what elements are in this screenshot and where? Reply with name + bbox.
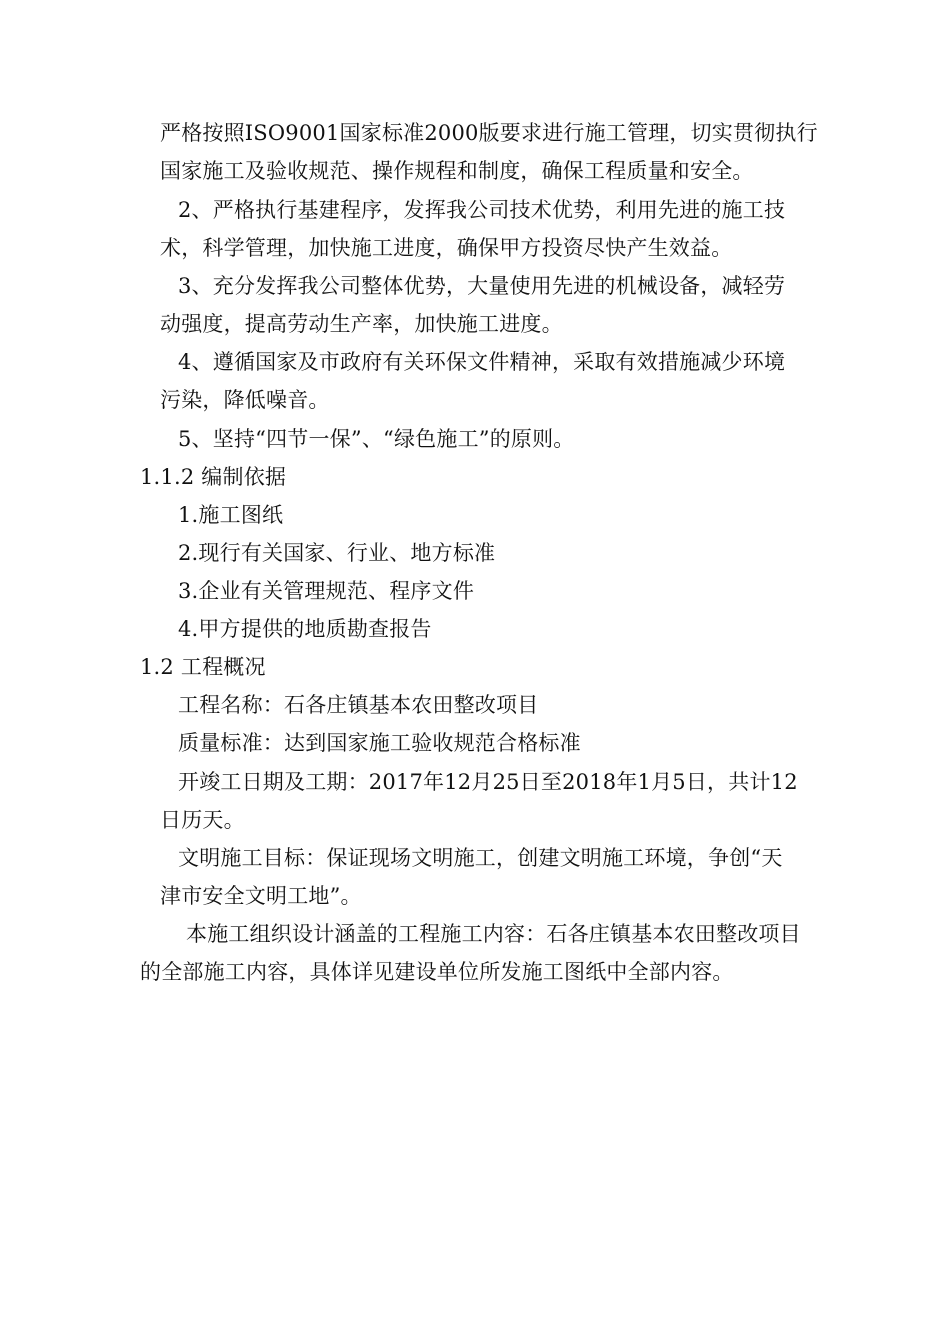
text-line: 国家施工及验收规范、操作规程和制度，确保工程质量和安全。 <box>160 159 754 183</box>
basis-item-4: 4.甲方提供的地质勘查报告 <box>178 617 432 641</box>
text-line: 严格按照ISO9001国家标准2000版要求进行施工管理，切实贯彻执行 <box>160 121 818 145</box>
basis-item-2: 2.现行有关国家、行业、地方标准 <box>178 541 496 565</box>
text-line: 污染，降低噪音。 <box>160 388 330 412</box>
project-name: 工程名称：石各庄镇基本农田整改项目 <box>178 693 539 717</box>
list-item-4: 4、遵循国家及市政府有关环保文件精神，采取有效措施减少环境 <box>178 350 786 374</box>
text-line: 津市安全文明工地”。 <box>160 884 362 908</box>
section-heading-1-2: 1.2 工程概况 <box>140 655 266 679</box>
text-line: 术，科学管理，加快施工进度，确保甲方投资尽快产生效益。 <box>160 236 733 260</box>
list-item-3: 3、充分发挥我公司整体优势，大量使用先进的机械设备，减轻劳 <box>178 274 786 298</box>
schedule-line: 开竣工日期及工期：2017年12月25日至2018年1月5日，共计12 <box>178 770 798 794</box>
basis-item-3: 3.企业有关管理规范、程序文件 <box>178 579 475 603</box>
text-line: 的全部施工内容，具体详见建设单位所发施工图纸中全部内容。 <box>140 960 734 984</box>
basis-item-1: 1.施工图纸 <box>178 503 284 527</box>
quality-standard: 质量标准：达到国家施工验收规范合格标准 <box>178 731 581 755</box>
text-line: 动强度，提高劳动生产率，加快施工进度。 <box>160 312 563 336</box>
list-item-5: 5、坚持“四节一保”、“绿色施工”的原则。 <box>178 427 575 451</box>
civilized-construction-target: 文明施工目标：保证现场文明施工，创建文明施工环境，争创“天 <box>178 846 783 870</box>
scope-paragraph: 本施工组织设计涵盖的工程施工内容：石各庄镇基本农田整改项目 <box>186 922 801 946</box>
section-heading-1-1-2: 1.1.2 编制依据 <box>140 465 287 489</box>
text-line: 日历天。 <box>160 808 245 832</box>
list-item-2: 2、严格执行基建程序，发挥我公司技术优势，利用先进的施工技 <box>178 198 786 222</box>
